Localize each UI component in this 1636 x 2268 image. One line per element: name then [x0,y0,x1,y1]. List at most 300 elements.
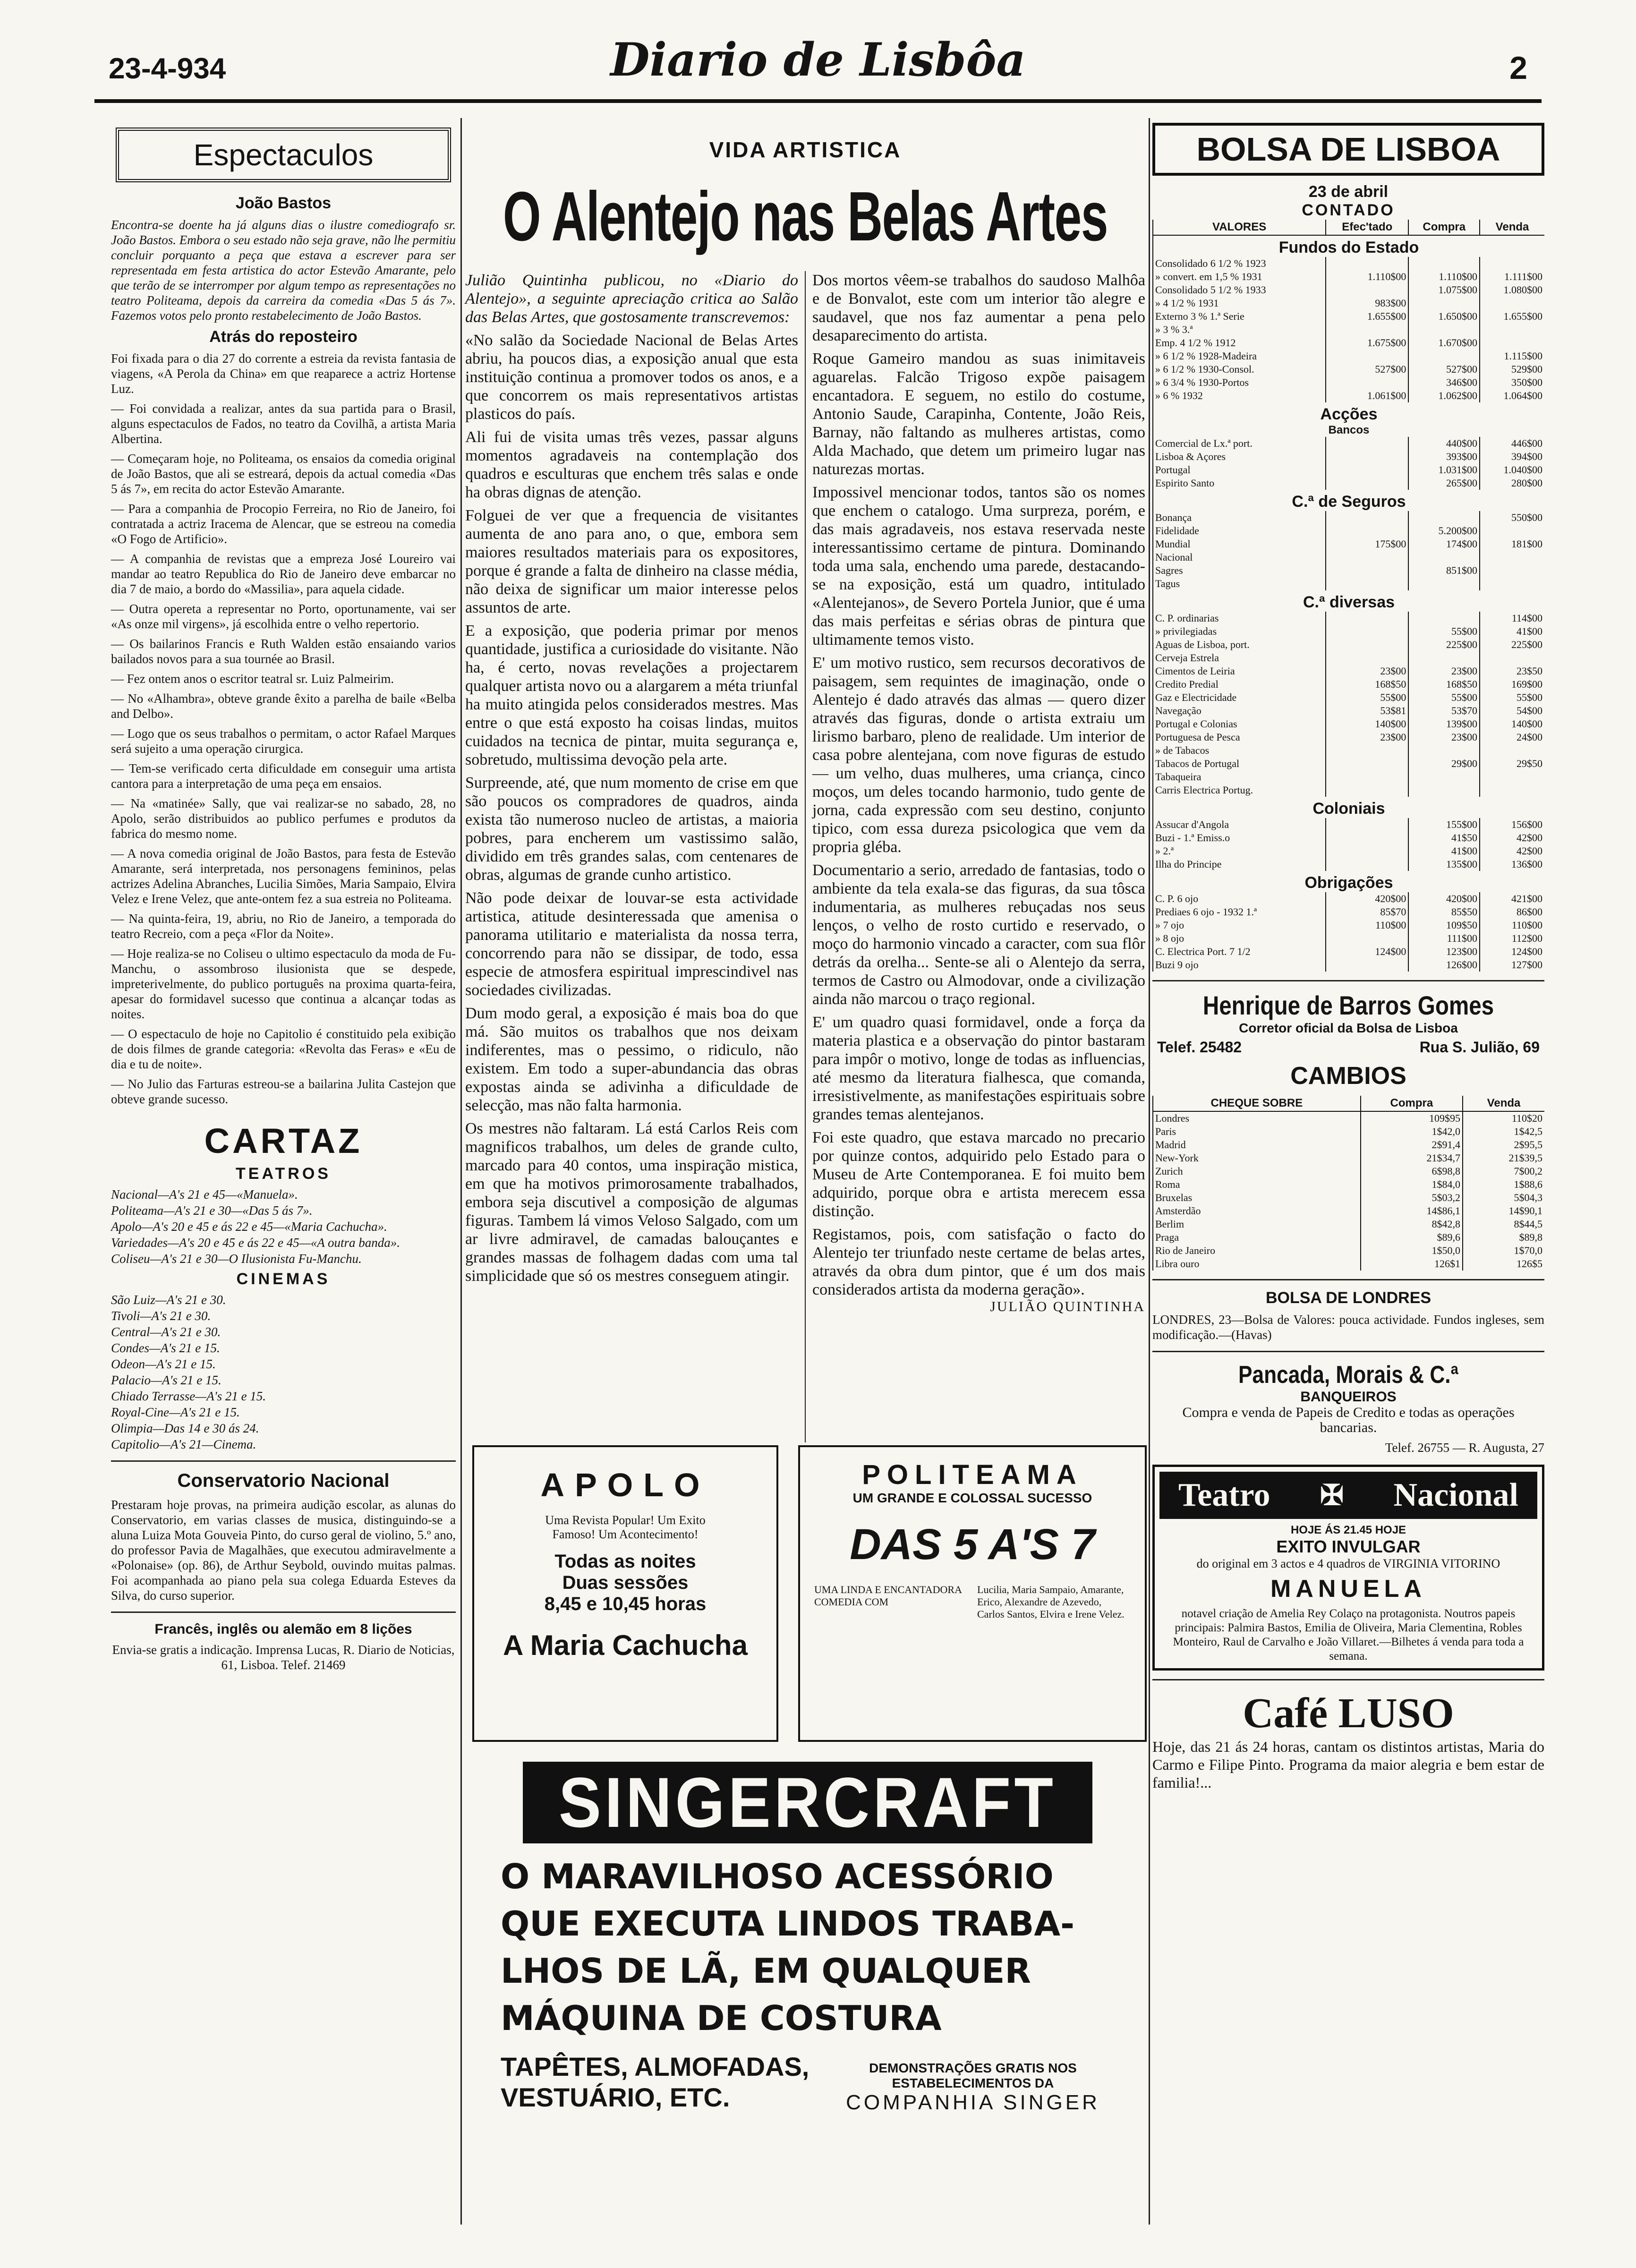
table-row [1153,376,1544,389]
table-cell [1480,524,1544,537]
table-cell: Compra [1408,220,1480,235]
table-cell: » 8 ojo [1153,932,1326,945]
table-cell: Externo 3 % 1.ª Serie [1153,310,1326,323]
table-row [1153,537,1544,551]
news-item: — O espectaculo de hoje no Capitolio é constituido pela exibição de dois filmes de grande categoria: «Revolta das Feras» e «Eu de dia e tu de noite». [111,1027,456,1071]
table-cell: 42$00 [1480,844,1544,858]
table-row [1153,665,1544,678]
table-cell [1480,770,1544,784]
table-cell: 24$00 [1480,731,1544,744]
table-cell: 55$00 [1326,691,1408,704]
table-row [1153,638,1544,651]
table-cell: 14$90,1 [1463,1204,1544,1218]
table-section-row [1153,490,1544,511]
table-cell: 1$42,0 [1361,1125,1463,1138]
table-cell: Roma [1153,1178,1361,1191]
table-cell: 41$50 [1408,831,1480,844]
table-row [1153,1111,1544,1125]
table-cell: 85$50 [1408,905,1480,919]
table-cell: 2$95,5 [1463,1138,1544,1151]
table-cell [1480,564,1544,577]
table-cell: 181$00 [1480,537,1544,551]
table-cell: » convert. em 1,5 % 1931 [1153,270,1326,283]
news-item: — A companhia de revistas que a empreza José Loureiro vai mandar ao teatro Republica do Rio de Janeiro deve embarcar no dia 7 de maio, a bordo do «Massilia», para aquela cidade. [111,552,456,596]
news-item: — Hoje realiza-se no Coliseu o ultimo espectaculo da moda de Fu-Manchu, o assombroso ilusionista que se despede, impreterivelmente, do publico português na proxima quarta-feira, apesar do formidavel sucesso que continua a alcançar todas as noites. [111,946,456,1021]
table-cell: 1.655$00 [1326,310,1408,323]
table-cell: » privilegiadas [1153,625,1326,638]
table-cell: » 6 % 1932 [1153,389,1326,402]
table-cell: Consolidado 6 1/2 % 1923 [1153,257,1326,270]
ad-demo: DEMONSTRAÇÕES GRATIS NOS ESTABELECIMENTOS DA [869,2061,1077,2090]
table-row [1153,1165,1544,1178]
broker-name: Henrique de Barros Gomes [1202,990,1494,1020]
section-kicker: VIDA ARTISTICA [709,137,902,162]
table-row [1153,524,1544,537]
table-cell: 168$50 [1326,678,1408,691]
table-row [1153,336,1544,350]
table-row [1153,905,1544,919]
table-cell: Nacional [1153,551,1326,564]
article-paragraph: Surpreende, até, que num momento de crise em que são poucos os compradores de quadros, ainda exista tão numeroso nucleo de artistas, a maioria pobres, para encherem um vastissimo salão, dividido em três grandes salas, com centenares de obras, algumas de grande cunho artistico. [465,774,798,884]
table-cell: 421$00 [1480,892,1544,905]
table-cell: Fundos do Estado [1153,235,1544,257]
table-cell [1326,757,1408,770]
cafe-title: Café LUSO [1243,1690,1454,1737]
table-cell [1480,651,1544,665]
table-cell: 29$50 [1480,757,1544,770]
table-cell: 14$86,1 [1361,1204,1463,1218]
table-cell [1326,612,1408,625]
table-cell: 1.670$00 [1408,336,1480,350]
table-cell: $89,8 [1463,1231,1544,1244]
article-paragraph: Documentario a serio, arredado de fantasias, todo o ambiente da tela exala-se das figuras, da sua tôsca indumentaria, as mulheres rebuçadas nos seus lenços, o velho de rosto curtido e reservado, o moço do harmonio vincado a caracter, com sua flôr detrás da orelha... Sente-se ali o Alentejo da serra, termos de Castro ou Almodovar, onde a civilização ainda não marcou o traço regional. [812,861,1145,1008]
table-cell: Libra ouro [1153,1257,1361,1270]
table-cell [1326,958,1408,972]
table-cell: 156$00 [1480,818,1544,831]
bank-phone: Telef. 26755 — R. Augusta, 27 [1385,1441,1544,1455]
table-cell [1326,564,1408,577]
table-cell [1326,437,1408,450]
table-cell: 140$00 [1326,717,1408,731]
bank-sub: BANQUEIROS [1300,1389,1397,1405]
table-cell: Carris Electrica Portug. [1153,784,1326,797]
table-row [1153,831,1544,844]
table-row [1153,1204,1544,1218]
table-cell: Emp. 4 1/2 % 1912 [1153,336,1326,350]
ad-apolo [472,1445,778,1742]
table-cell [1326,577,1408,590]
table-cell [1480,257,1544,270]
center-column [465,118,1145,1442]
table-row [1153,1138,1544,1151]
ad-cast: notavel criação de Amelia Rey Colaço na protagonista. Noutros papeis principais: Palmira Bastos, Emilia de Oliveira, Maria Clementina, Robles Monteiro, Raul de Carvalho e João Villaret.—Bilhetes á venda para toda a semana. [1173,1607,1524,1663]
list-item: Palacio—A's 21 e 15. [111,1373,222,1387]
item-title: Atrás do reposteiro [209,328,358,346]
right-column [1152,118,1544,1796]
table-cell: 550$00 [1480,511,1544,524]
table-cell: Aguas de Lisboa, port. [1153,638,1326,651]
divider [1152,1351,1544,1352]
table-section-row [1153,590,1544,612]
table-cell [1408,257,1480,270]
table-cell: Venda [1480,220,1544,235]
table-cell: 8$42,8 [1361,1218,1463,1231]
table-cell [1480,323,1544,336]
table-cell: 7$00,2 [1463,1165,1544,1178]
table-cell: New-York [1153,1151,1361,1165]
table-cell: 1.655$00 [1480,310,1544,323]
table-cell: Coloniais [1153,797,1544,818]
table-cell: 1.031$00 [1408,463,1480,477]
table-cell: Consolidado 5 1/2 % 1933 [1153,283,1326,297]
table-row [1153,612,1544,625]
table-cell: VALORES [1153,220,1326,235]
table-cell: 55$00 [1480,691,1544,704]
table-cell: 21$34,7 [1361,1151,1463,1165]
section-title-espectaculos: Espectaculos [116,128,451,182]
table-cell [1408,551,1480,564]
list-item: São Luiz—A's 21 e 30. [111,1293,226,1307]
ad-products: TAPÊTES, ALMOFADAS, VESTUÁRIO, ETC. [501,2052,809,2112]
cinemas-title: CINEMAS [236,1270,331,1288]
item-text: Encontra-se doente ha já alguns dias o ilustre comediografo sr. João Bastos. Embora o seu estado não seja grave, não lhe permitiu concluir porquanto a peça que estava a escrever para ser representada em festa artistica do actor Estevão Amarante, pelo que terão de se interromper por algum tempo as representações no teatro Politeama, depois da carreira da comedia «Das 5 ás 7». Fazemos votos pelo pronto restabelecimento de João Bastos. [111,218,456,323]
news-item: — Logo que os seus trabalhos o permitam, o actor Rafael Marques será sujeito a uma operação cirurgica. [111,726,456,756]
news-item: — Começaram hoje, no Politeama, os ensaios da comedia original de João Bastos, que ali se estreará, depois da actual comedia «Das 5 ás 7», em recita do actor Estevão Amarante. [111,452,456,496]
table-cell: Londres [1153,1111,1361,1125]
table-row [1153,651,1544,665]
table-row [1153,363,1544,376]
table-cell [1326,932,1408,945]
table-row [1153,577,1544,590]
article-paragraph: Não pode deixar de louvar-se esta actividade artistica, atitude desinteressada que amenisa o panorama utilitario e materialista da nossa terra, concorrendo para não se dissipar, de todo, essa especie de atmosfera espiritual imprescindivel nas sociedades civilizadas. [465,889,798,999]
table-cell: » de Tabacos [1153,744,1326,757]
teatros-title: TEATROS [236,1165,331,1183]
article-paragraph: Os mestres não faltaram. Lá está Carlos Reis com magnificos trabalhos, um deles de grande culto, marcado para 40 contos, uma inspiração mistica, em que ha motivos primorosamente trabalhados, embora seja discutivel a composição de algumas figuras. Tambem lá vimos Veloso Salgado, com um ar livre admiravel, de camadas balouçantes e grandes massas de folhagem dadas com uma tal simplicidade que só os mestres conseguem atingir. [465,1120,798,1285]
table-cell: 23$00 [1326,665,1408,678]
table-cell: 529$00 [1480,363,1544,376]
teatros-list [111,1187,456,1266]
table-cell [1326,651,1408,665]
article-signature: JULIÃO QUINTINHA [990,1299,1145,1314]
masthead: Diario de Lisbôa [610,33,1026,86]
table-cell: 53$70 [1408,704,1480,717]
table-row [1153,564,1544,577]
table-row [1153,770,1544,784]
table-cell: » 2.ª [1153,844,1326,858]
table-cell: » 6 3/4 % 1930-Portos [1153,376,1326,389]
item-title: Conservatorio Nacional [177,1470,390,1491]
news-item: — Fez ontem anos o escritor teatral sr. Luiz Palmeirim. [111,672,394,686]
bolsa-contado: CONTADO [1302,201,1395,219]
crest-icon: ✠ [1320,1480,1344,1511]
table-cell [1408,770,1480,784]
table-cell: 123$00 [1408,945,1480,958]
table-row [1153,1151,1544,1165]
table-row [1153,818,1544,831]
table-cell [1326,477,1408,490]
page-header [94,28,1542,103]
article-paragraph: Ali fui de visita umas três vezes, passar alguns momentos agradaveis na contemplação dos quadros e esculturas que enchem três salas e onde ha obras dignas de atenção. [465,428,798,501]
table-row [1153,717,1544,731]
table-cell: Berlim [1153,1218,1361,1231]
table-cell: 21$39,5 [1463,1151,1544,1165]
table-row [1153,389,1544,402]
broker-address: Rua S. Julião, 69 [1419,1039,1540,1056]
table-cell: 126$5 [1463,1257,1544,1270]
table-row [1153,625,1544,638]
ad-line: LHOS DE LÃ, EM QUALQUER [501,1951,1031,1991]
table-row [1153,1218,1544,1231]
table-cell: 55$00 [1408,691,1480,704]
table-cell: Acções [1153,402,1544,424]
table-cell: Gaz e Electricidade [1153,691,1326,704]
table-row [1153,678,1544,691]
table-cell: 5$03,2 [1361,1191,1463,1204]
list-item: Apolo—A's 20 e 45 e ás 22 e 45—«Maria Cachucha». [111,1219,387,1234]
table-row [1153,704,1544,717]
table-cell: C.ª diversas [1153,590,1544,612]
table-cell [1326,511,1408,524]
table-cell [1326,625,1408,638]
table-cell [1326,844,1408,858]
cartaz-title: CARTAZ [204,1121,363,1160]
table-cell [1326,551,1408,564]
ad-company: COMPANHIA SINGER [846,2091,1100,2114]
list-item: Chiado Terrasse—A's 21 e 15. [111,1389,266,1403]
table-cell: C. P. ordinarias [1153,612,1326,625]
broker-phone: Telef. 25482 [1157,1039,1242,1056]
table-cell: Lisboa & Açores [1153,450,1326,463]
list-item: Capitolio—A's 21—Cinema. [111,1437,256,1451]
table-cell [1408,612,1480,625]
ad-title: APOLO [540,1467,710,1503]
news-item: — A nova comedia original de João Bastos, para festa de Estevão Amarante, será interpretada, nos personagens femininos, pelas actrizes Adelina Abranches, Lucilia Simões, Maria Sampaio, Elvira Velez e Irene Velez, que ante-ontem fez a sua estreia no Politeama. [111,846,456,906]
table-cell: Ilha do Principe [1153,858,1326,871]
article-paragraph: E a exposição, que poderia primar por menos quantidade, justifica a curiosidade do visitante. Não ha, é certo, novas revelações a projectarem qualquer artista novo ou a alargarem a méta triunfal ha muito atingida pelos considerados mestres. Mas entre o que está exposto ha coisas lindas, muitos cuidados na tecnica de pintar, muita segurança e, sobretudo, multissima devoção pela arte. [465,622,798,768]
table-cell: Bonança [1153,511,1326,524]
bolsa-table [1152,220,1544,972]
table-cell: 1.075$00 [1408,283,1480,297]
table-cell: Praga [1153,1231,1361,1244]
table-row [1153,1231,1544,1244]
table-cell [1480,336,1544,350]
table-cell: 420$00 [1408,892,1480,905]
news-item: — Para a companhia de Procopio Ferreira, no Rio de Janeiro, foi contratada a actriz Iracema de Alencar, que se estreou na comedia «O Fogo de Artificio». [111,502,456,546]
table-cell [1480,577,1544,590]
table-cell [1326,770,1408,784]
table-cell: 393$00 [1408,450,1480,463]
table-row [1153,477,1544,490]
table-cell: 1.650$00 [1408,310,1480,323]
table-row [1153,858,1544,871]
londres-text: LONDRES, 23—Bolsa de Valores: pouca actividade. Fundos ingleses, sem modificação.—(Havas) [1152,1313,1544,1342]
table-cell: Zurich [1153,1165,1361,1178]
table-row [1153,270,1544,283]
article-headline: O Alentejo nas Belas Artes [503,178,1108,256]
table-cell: 139$00 [1408,717,1480,731]
ad-show: A Maria Cachucha [503,1629,748,1661]
table-section-row [1153,235,1544,257]
table-cell: 110$00 [1480,919,1544,932]
news-item: — No Julio das Farturas estreou-se a bailarina Julita Castejon que obteve grande sucesso. [111,1077,456,1106]
news-item: — Os bailarinos Francis e Ruth Walden estão ensaiando varios bailados novos para a sua tournée ao Brasil. [111,637,456,666]
table-cell [1326,323,1408,336]
table-row [1153,844,1544,858]
table-cell [1408,784,1480,797]
table-cell: 346$00 [1408,376,1480,389]
table-section-row [1153,797,1544,818]
table-cell: 5$04,3 [1463,1191,1544,1204]
table-cell [1408,651,1480,665]
table-cell: 280$00 [1480,477,1544,490]
ad-line: QUE EXECUTA LINDOS TRABA- [501,1904,1074,1944]
table-cell: Bruxelas [1153,1191,1361,1204]
news-item: — Outra opereta a representar no Porto, oportunamente, vai ser «As onze mil virgens», já escolhida entre o velho repertorio. [111,602,456,631]
article-paragraphs [465,271,1145,1315]
cambios-title: CAMBIOS [1290,1062,1406,1090]
ad-banner-left: Teatro [1178,1477,1270,1513]
item-text: Prestaram hoje provas, na primeira audição escolar, as alunas do Conservatorio, em varias classes de musica, distinguindo-se a aluna Luiza Mota Gouveia Pinto, do curso geral de violino, 5.º ano, do professor Pavia de Magalhães, que executou admiravelmente a «Polonaise» (op. 86), de Arthur Seybold, ouvindo muitas palmas. Foi acompanhada ao piano pela sua colega Eduarda Esteves da Silva, do curso superior. [111,1498,456,1603]
table-row [1153,744,1544,757]
table-row [1153,932,1544,945]
article-paragraph: E' um quadro quasi formidavel, onde a força da materia plastica e a observação do pintor bastaram para impôr o motivo, longe de todas as influencias, até mesmo da literatura fialhesca, que comanda, irresistivelmente, as manifestações espirituais sobre grandes temas alentejanos. [812,1014,1145,1123]
ad-title: POLITEAMA [862,1459,1083,1490]
table-cell: 265$00 [1408,477,1480,490]
table-cell: 2$91,4 [1361,1138,1463,1151]
table-cell: $89,6 [1361,1231,1463,1244]
table-row [1153,437,1544,450]
table-cell: 1$42,5 [1463,1125,1544,1138]
news-item: — Tem-se verificado certa dificuldade em conseguir uma artista cantora para a interpretação de uma peça em ensaios. [111,761,456,791]
table-cell [1326,463,1408,477]
table-cell: 1.040$00 [1480,463,1544,477]
table-cell: Tabacos de Portugal [1153,757,1326,770]
table-cell: 6$98,8 [1361,1165,1463,1178]
table-row [1153,297,1544,310]
article-lead: Julião Quintinha publicou, no «Diario do Alentejo», a seguinte apreciação critica ao Salão das Belas Artes, que gostosamente transcrevemos: [465,272,798,326]
list-item: Politeama—A's 21 e 30—«Das 5 ás 7». [111,1203,313,1218]
table-cell: Assucar d'Angola [1153,818,1326,831]
table-cell: 109$95 [1361,1111,1463,1125]
table-cell: Efec'tado [1326,220,1408,235]
table-cell: 1$70,0 [1463,1244,1544,1257]
table-section-row [1153,402,1544,424]
table-row [1153,1244,1544,1257]
table-cell: Tabaqueira [1153,770,1326,784]
table-cell [1408,297,1480,310]
table-cell [1480,784,1544,797]
table-row [1153,511,1544,524]
table-cell: Portugal [1153,463,1326,477]
table-row [1153,892,1544,905]
table-cell: 1.110$00 [1408,270,1480,283]
table-cell: 851$00 [1408,564,1480,577]
table-cell: Navegação [1153,704,1326,717]
table-cell: Fidelidade [1153,524,1326,537]
table-cell [1326,784,1408,797]
ad-tagline: UM GRANDE E COLOSSAL SUCESSO [852,1491,1092,1505]
bolsa-date: 23 de abril [1308,183,1389,201]
table-cell: 135$00 [1408,858,1480,871]
ad-line: 8,45 e 10,45 horas [544,1594,707,1614]
table-cell: 55$00 [1408,625,1480,638]
table-cell: Bancos [1153,424,1544,437]
table-cell: 1$88,6 [1463,1178,1544,1191]
table-cell: C. P. 6 ojo [1153,892,1326,905]
article-paragraph: Roque Gameiro mandou as suas inimitaveis aguarelas. Falcão Trigoso expõe paisagem encantadora. E seguem, no estilo do costume, Antonio Saude, Carapinha, Contente, João Reis, Barnay, não faltando as mulheres artistas, como Alda Machado, que detem um primeiro lugar nas naturezas mortas. [812,350,1145,478]
table-cell: 446$00 [1480,437,1544,450]
table-cell: Paris [1153,1125,1361,1138]
ad-banner [1159,1472,1537,1519]
table-row [1153,350,1544,363]
table-row [1153,1125,1544,1138]
table-cell [1480,297,1544,310]
item-title: João Bastos [235,194,332,212]
article-paragraph: Dum modo geral, a exposição é mais boa do que má. São muitos os trabalhos que nos deixam indiferentes, mas o pessimo, o ridiculo, não existem. Em todo a super-abundancia das obras expostas ainda se adivinha a dificuldade de selecção, mas não falta harmonia. [465,1005,798,1114]
article-paragraph: «No salão da Sociedade Nacional de Belas Artes abriu, ha poucos dias, a exposição anual que esta instituição continua a promover todos os anos, e a que concorrem os mais representativos artistas plasticos do país. [465,332,798,423]
table-cell [1480,744,1544,757]
table-cell: 527$00 [1408,363,1480,376]
ad-politeama [798,1445,1147,1742]
table-cell: 1.061$00 [1326,389,1408,402]
table-cell: 527$00 [1326,363,1408,376]
table-cell: 5.200$00 [1408,524,1480,537]
table-row [1153,257,1544,270]
table-row [1153,323,1544,336]
ad-line: Duas sessões [562,1572,689,1593]
ad-singer [472,1752,1143,2225]
table-cell: 225$00 [1408,638,1480,651]
table-cell: » 3 % 3.ª [1153,323,1326,336]
news-item: Foi fixada para o dia 27 do corrente a estreia da revista fantasia de viagens, «A Perola da China» em que reaparece a actriz Hortense Luz. [111,351,456,396]
table-row [1153,1191,1544,1204]
table-row [1153,1178,1544,1191]
ad-show: MANUELA [1270,1575,1426,1603]
table-cell [1326,638,1408,651]
article-paragraph: Registamos, pois, com satisfação o facto do Alentejo ter triunfado neste certame de belas artes, através da obra dum pintor, que é um dos mais considerados artista da moderna geração». [812,1226,1145,1298]
table-cell: 23$50 [1480,665,1544,678]
ad-teatro-nacional [1152,1465,1544,1671]
cafe-text: Hoje, das 21 ás 24 horas, cantam os distintos artistas, Maria do Carmo e Filipe Pinto. Programa da maior alegria e bem estar de familia!... [1152,1738,1544,1791]
table-cell: Madrid [1153,1138,1361,1151]
table-cell [1408,511,1480,524]
ad-line: O MARAVILHOSO ACESSÓRIO [501,1857,1054,1896]
table-cell: 114$00 [1480,612,1544,625]
table-cell: 111$00 [1408,932,1480,945]
bolsa-title: BOLSA DE LISBOA [1152,123,1544,176]
bank-name: Pancada, Morais & C.ª [1238,1361,1458,1389]
table-cell: 42$00 [1480,831,1544,844]
divider [1152,1279,1544,1280]
divider [1152,980,1544,981]
table-cell: Buzi 9 ojo [1153,958,1326,972]
list-item: Nacional—A's 21 e 45—«Manuela». [111,1187,298,1202]
table-cell: 175$00 [1326,537,1408,551]
table-cell: Prediaes 6 ojo - 1932 1.ª [1153,905,1326,919]
list-item: Central—A's 21 e 30. [111,1325,221,1339]
article-paragraph: E' um motivo rustico, sem recursos decorativos de paisagem, sem requintes de imaginação, onde o Alentejo é dado através das almas — quero dizer através das figuras, donde o artista extraiu um lirismo barbaro, pleno de realidade. Um interior de casa pobre alentejana, com nove figuras de estudo — um velho, duas mulheres, uma criança, cinco moços, um deles tocando harmonio, tudo gente de jorna, cada expressão com seu destino, conjunto tipico, com essa dureza psicologica que vem da propria gléba. [812,654,1145,856]
table-cell: 112$00 [1480,932,1544,945]
table-cell: 127$00 [1480,958,1544,972]
article-body [465,271,1145,1442]
table-cell: 86$00 [1480,905,1544,919]
table-cell: C.ª de Seguros [1153,490,1544,511]
list-item: Olimpia—Das 14 e 30 ás 24. [111,1421,259,1435]
table-cell: 1.080$00 [1480,283,1544,297]
item-text: Envia-se gratis a indicação. Imprensa Lucas, R. Diario de Noticias, 61, Lisboa. Telef. 21469 [112,1643,455,1672]
table-cell: Mundial [1153,537,1326,551]
table-cell: 168$50 [1408,678,1480,691]
